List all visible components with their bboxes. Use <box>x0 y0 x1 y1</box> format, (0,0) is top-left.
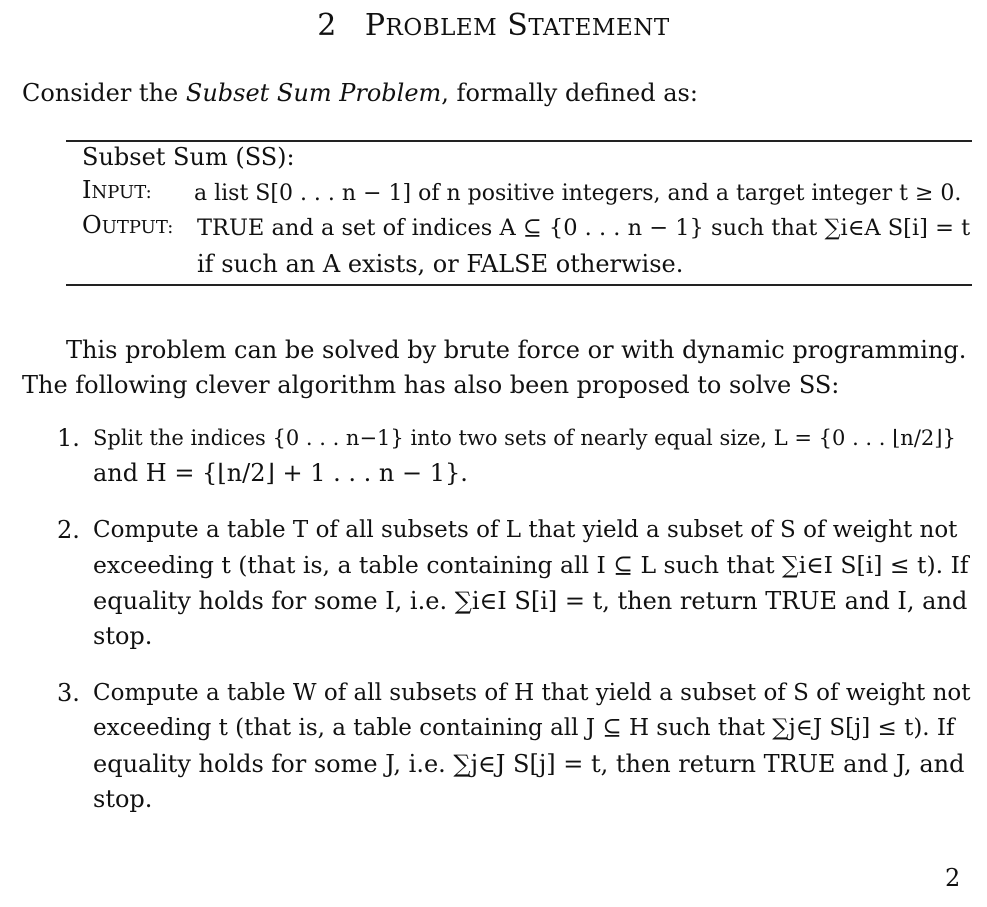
input-text: a list S[0 . . . n − 1] of n positive integers, and a target integer t ≥ 0. <box>194 181 962 206</box>
intro-sentence <box>22 76 698 111</box>
step-1-line-2: and H = {⌊n/2⌋ + 1 . . . n − 1}. <box>93 459 468 487</box>
step-2-marker: 2. <box>57 516 80 544</box>
step-2-line-1: Compute a table T of all subsets of L that yield a subset of S of weight not <box>93 517 958 543</box>
output-label-cap: O <box>82 211 102 239</box>
step-3-line-3: equality holds for some J, i.e. ∑j∈J S[j] = t, then return TRUE and J, and <box>93 750 965 778</box>
definition-bottom-rule <box>66 284 972 286</box>
step-1-line-1: Split the indices {0 . . . n−1} into two sets of nearly equal size, L = {0 . . . ⌊n/2⌋} <box>93 426 956 450</box>
input-label <box>82 176 152 204</box>
step-3-line-1: Compute a table W of all subsets of H that yield a subset of S of weight not <box>93 680 971 706</box>
step-2-line-3: equality holds for some I, i.e. ∑i∈I S[i] = t, then return TRUE and I, and <box>93 587 968 615</box>
output-text-line-2: if such an A exists, or FALSE otherwise. <box>197 250 684 278</box>
intro-after: , formally defined as: <box>441 79 698 107</box>
section-heading <box>0 8 987 43</box>
input-label-rest: NPUT: <box>91 182 152 203</box>
output-label-rest: UTPUT: <box>101 217 174 238</box>
step-3-line-2: exceeding t (that is, a table containing all J ⊆ H such that ∑j∈J S[j] ≤ t). If <box>93 715 955 741</box>
output-text-line-1: TRUE and a set of indices A ⊆ {0 . . . n − 1} such that ∑i∈A S[i] = t <box>197 215 971 241</box>
input-label-cap: I <box>82 176 92 204</box>
definition-name: Subset Sum (SS): <box>82 143 295 171</box>
page-number: 2 <box>945 864 961 892</box>
step-3-line-4: stop. <box>93 785 153 813</box>
heading-cap-2: S <box>507 8 529 43</box>
paragraph-line-1: This problem can be solved by brute force or with dynamic programming. <box>66 336 967 364</box>
step-2-line-4: stop. <box>93 622 153 650</box>
section-number: 2 <box>317 8 337 43</box>
heading-rest-2: TATEMENT <box>528 15 670 41</box>
step-1-marker: 1. <box>57 424 80 452</box>
output-label <box>82 211 173 239</box>
intro-before: Consider the <box>22 79 186 107</box>
step-3-marker: 3. <box>57 679 80 707</box>
heading-cap-1: P <box>364 8 386 43</box>
step-2-line-2: exceeding t (that is, a table containing all I ⊆ L such that ∑i∈I S[i] ≤ t). If <box>93 551 969 579</box>
heading-rest-1: ROBLEM <box>385 15 498 41</box>
paragraph-line-2: The following clever algorithm has also been proposed to solve SS: <box>22 371 840 399</box>
intro-emphasis: Subset Sum Problem <box>185 79 442 107</box>
